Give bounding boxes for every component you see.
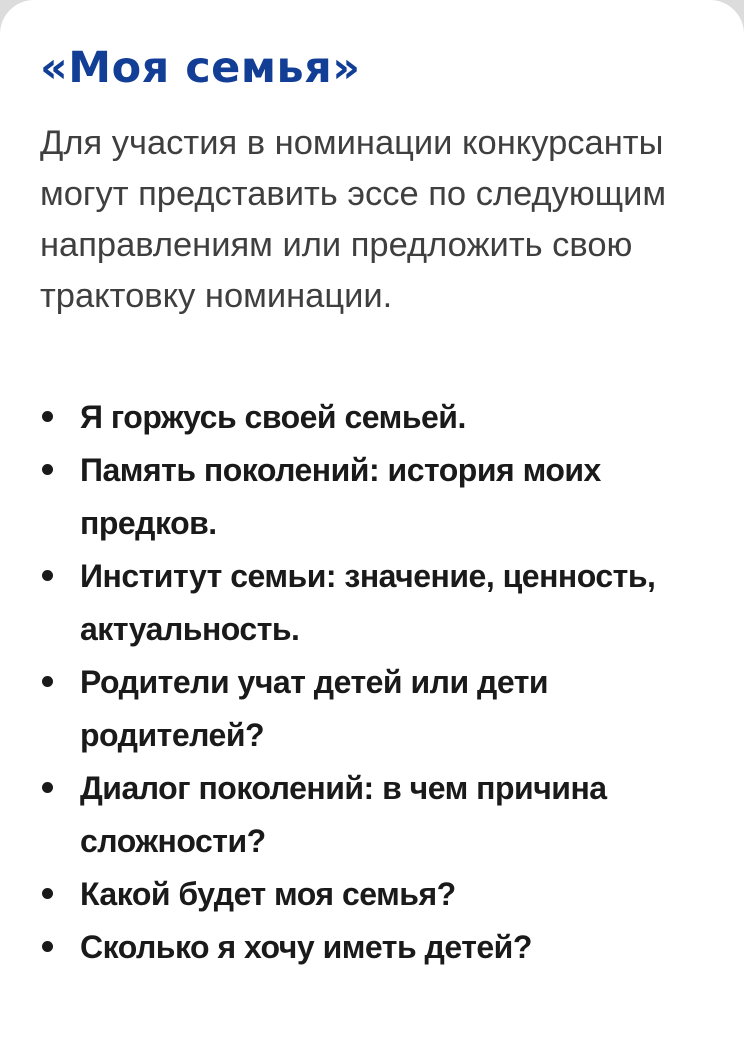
topic-item xyxy=(40,656,700,762)
topic-item xyxy=(40,921,700,974)
topic-text: Память поколений: история моих предков. xyxy=(80,452,601,541)
topic-text: Сколько я хочу иметь детей? xyxy=(80,929,532,965)
topic-item xyxy=(40,868,700,921)
topics-list xyxy=(40,391,704,974)
topic-item xyxy=(40,762,700,868)
bullet-icon xyxy=(42,782,53,793)
bullet-icon xyxy=(42,570,53,581)
topic-item xyxy=(40,550,700,656)
topic-item xyxy=(40,391,700,444)
topic-text: Я горжусь своей семьей. xyxy=(80,399,466,435)
bullet-icon xyxy=(42,676,53,687)
topic-text: Институт семьи: значение, ценность, актуальность. xyxy=(80,558,656,647)
topic-text: Родители учат детей или дети родителей? xyxy=(80,664,549,753)
intro-paragraph: Для участия в номинации конкурсанты могут представить эссе по следующим направлениям или предложить свою трактовку номинации. xyxy=(40,124,667,315)
bullet-icon xyxy=(42,941,53,952)
bullet-icon xyxy=(42,888,53,899)
bullet-icon xyxy=(42,464,53,475)
nomination-title: «Моя семья» xyxy=(40,43,361,93)
topic-text: Какой будет моя семья? xyxy=(80,876,456,912)
topic-text: Диалог поколений: в чем причина сложности? xyxy=(80,770,607,859)
topic-item xyxy=(40,444,700,550)
bullet-icon xyxy=(42,411,53,422)
